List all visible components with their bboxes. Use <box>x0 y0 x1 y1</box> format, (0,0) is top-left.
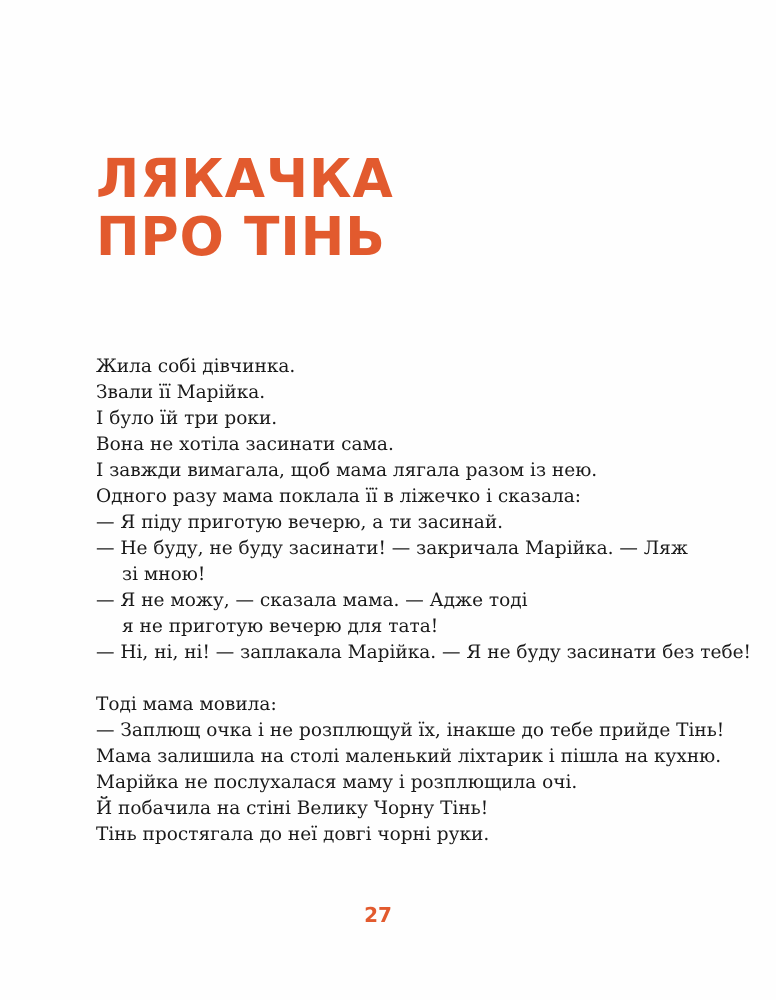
text-line: — Заплющ очка і не розплющуй їх, інакше до тебе прийде Тінь! <box>96 720 725 741</box>
text-line: Звали її Марійка. <box>96 382 266 403</box>
paragraph-gap <box>96 666 736 692</box>
text-line: — Я не можу, — сказала мама. — Адже тоді <box>96 590 528 611</box>
text-line: Вона не хотіла засинати сама. <box>96 434 394 455</box>
text-line: І було їй три роки. <box>96 408 278 429</box>
title-line-1: ЛЯКАЧКА <box>96 148 394 211</box>
text-line: Тоді мама мовила: <box>96 694 277 715</box>
text-line: Одного разу мама поклала її в ліжечко і сказала: <box>96 486 582 507</box>
title-line-2: ПРО ТІНЬ <box>96 206 386 269</box>
text-line: — Не буду, не буду засинати! — закричала Марійка. — Ляж <box>96 538 688 559</box>
text-line: Мама залишила на столі маленький ліхтарик і пішла на кухню. <box>96 746 722 767</box>
text-line: Марійка не послухалася маму і розплющила очі. <box>96 772 578 793</box>
story-text <box>96 354 751 848</box>
text-line: Й побачила на стіні Велику Чорну Тінь! <box>96 798 489 819</box>
text-line: Жила собі дівчинка. <box>96 356 296 377</box>
page-number: 27 <box>364 903 392 927</box>
text-line: — Ні, ні, ні! — заплакала Марійка. — Я не буду засинати без тебе! <box>96 642 751 663</box>
text-line: І завжди вимагала, щоб мама лягала разом із нею. <box>96 460 598 481</box>
text-line: зі мною! <box>122 564 206 585</box>
story-title <box>96 148 394 269</box>
text-line: — Я піду приготую вечерю, а ти засинай. <box>96 512 504 533</box>
text-line: Тінь простягала до неї довгі чорні руки. <box>96 824 490 845</box>
text-line: я не приготую вечерю для тата! <box>122 616 439 637</box>
